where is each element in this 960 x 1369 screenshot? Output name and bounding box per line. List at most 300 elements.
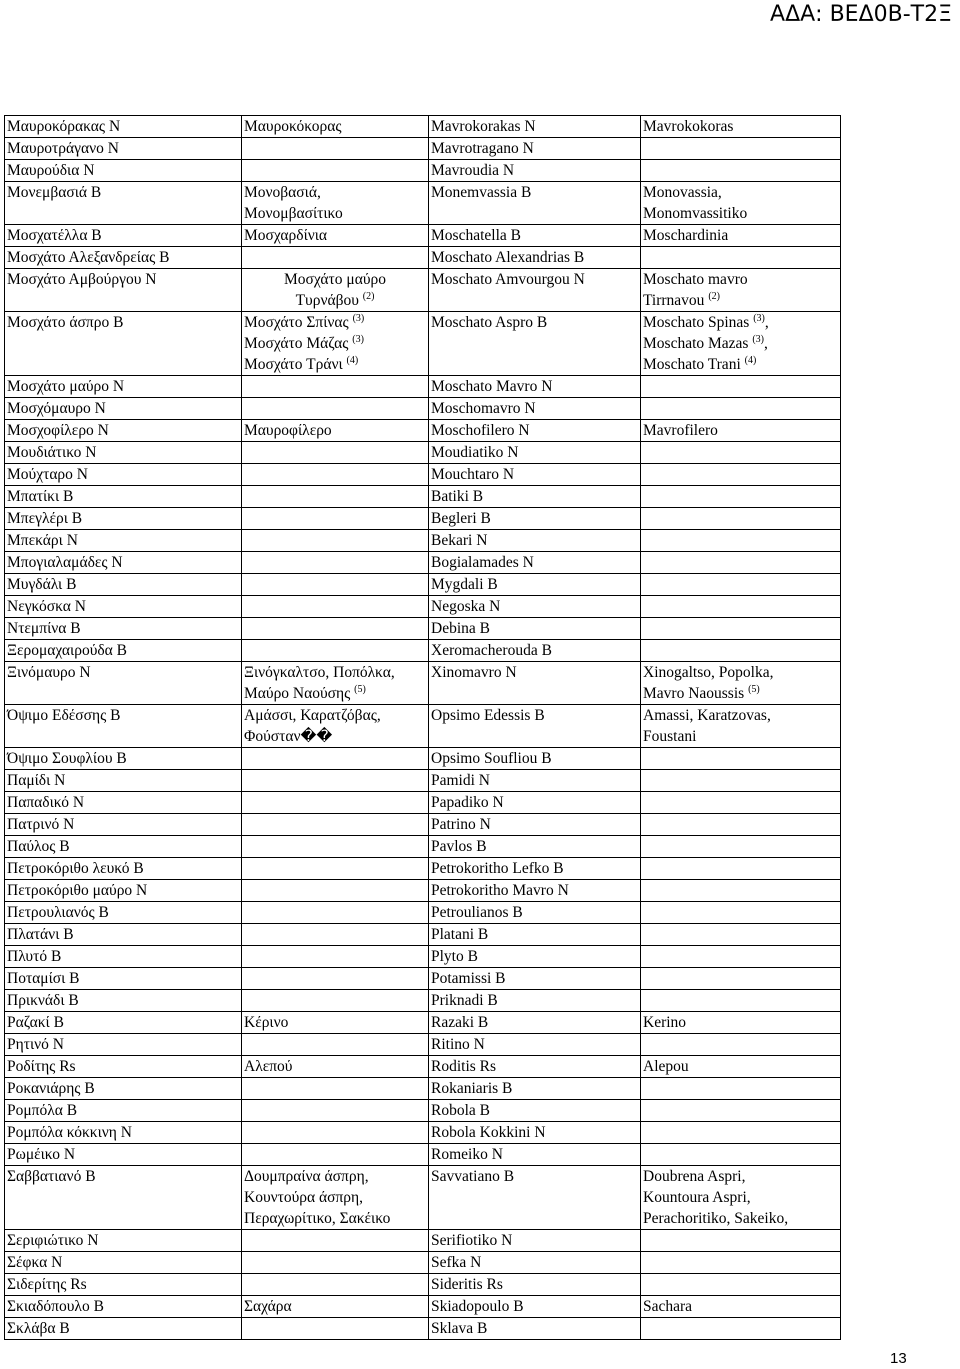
greek-synonyms-cell: [242, 442, 429, 464]
cell-text: Κουντούρα άσπρη,: [244, 1189, 364, 1206]
greek-name-cell: [5, 596, 242, 618]
cell-text: Plyto B: [431, 948, 478, 965]
cell-text: Κέρινο: [244, 1014, 289, 1031]
latin-name-cell: [429, 1230, 641, 1252]
cell-text: Παύλος Β: [7, 838, 70, 855]
table-row: [5, 1144, 841, 1166]
cell-text: Bogialamades N: [431, 554, 534, 571]
cell-text: Ρητινό Ν: [7, 1036, 64, 1053]
greek-synonyms-cell: [242, 398, 429, 420]
cell-text: Ritino N: [431, 1036, 485, 1053]
cell-text: Μοσχάτο Αμβούργου Ν: [7, 271, 157, 288]
footnote-marker: (3): [753, 312, 765, 324]
greek-name-cell: [5, 705, 242, 748]
greek-synonyms-cell: [242, 1252, 429, 1274]
cell-text: Opsimo Soufliou B: [431, 750, 552, 767]
cell-text: Όψιμο Σουφλίου Β: [7, 750, 127, 767]
greek-name-cell: [5, 858, 242, 880]
table-row: [5, 1012, 841, 1034]
latin-synonyms-cell: [641, 182, 841, 225]
greek-synonyms-cell: [242, 1296, 429, 1318]
greek-synonyms-cell: [242, 1318, 429, 1340]
grape-variety-table: [4, 115, 841, 1340]
greek-name-cell: [5, 640, 242, 662]
footnote-marker: (4): [346, 354, 359, 366]
latin-name-cell: [429, 924, 641, 946]
greek-synonyms-cell: [242, 269, 429, 312]
latin-synonyms-cell: [641, 1078, 841, 1100]
cell-text: Savvatiano B: [431, 1168, 515, 1185]
table-row: [5, 552, 841, 574]
greek-synonyms-cell: [242, 1144, 429, 1166]
latin-synonyms-cell: [641, 990, 841, 1012]
greek-name-cell: [5, 116, 242, 138]
greek-synonyms-cell: [242, 770, 429, 792]
latin-synonyms-cell: [641, 858, 841, 880]
cell-text: Mavro Naoussis $^{(5)}$: [643, 683, 760, 702]
greek-synonyms-cell: [242, 1122, 429, 1144]
footnote-marker: (2): [362, 290, 375, 302]
latin-synonyms-cell: [641, 705, 841, 748]
cell-text: Batiki B: [431, 488, 484, 505]
latin-synonyms-cell: [641, 946, 841, 968]
greek-name-cell: [5, 574, 242, 596]
cell-text: Πετρουλιανός Β: [7, 904, 109, 921]
latin-name-cell: [429, 1100, 641, 1122]
cell-text: Σεριφιώτικο Ν: [7, 1232, 99, 1249]
latin-synonyms-cell: [641, 662, 841, 705]
cell-text: Πλυτό Β: [7, 948, 62, 965]
latin-name-cell: [429, 990, 641, 1012]
cell-text: Mavroudia N: [431, 162, 515, 179]
greek-synonyms-cell: [242, 486, 429, 508]
cell-text: Tirrnavou $^{(2)}$: [643, 290, 720, 309]
cell-text: Μυγδάλι Β: [7, 576, 77, 593]
cell-text: Moudiatiko N: [431, 444, 519, 461]
cell-text: Petrokoritho Mavro N: [431, 882, 569, 899]
latin-name-cell: [429, 1078, 641, 1100]
page-number: 13: [890, 1350, 907, 1367]
cell-text: Μοσχάτο μαύρο Ν: [7, 378, 125, 395]
latin-name-cell: [429, 1318, 641, 1340]
cell-text: Μονεμβασιά Β: [7, 184, 102, 201]
table-row: [5, 1034, 841, 1056]
table-row: [5, 662, 841, 705]
latin-synonyms-cell: [641, 508, 841, 530]
cell-text: Ντεμπίνα Β: [7, 620, 81, 637]
greek-name-cell: [5, 1034, 242, 1056]
cell-text: Amassi, Karatzovas,: [643, 707, 771, 724]
greek-synonyms-cell: [242, 705, 429, 748]
latin-name-cell: [429, 138, 641, 160]
table-row: [5, 1122, 841, 1144]
cell-text: Δουμπραίνα άσπρη,: [244, 1168, 369, 1185]
latin-synonyms-cell: [641, 552, 841, 574]
cell-text: Σαββατιανό Β: [7, 1168, 96, 1185]
greek-name-cell: [5, 182, 242, 225]
table-row: [5, 705, 841, 748]
greek-synonyms-cell: [242, 1056, 429, 1078]
cell-text: Σιδερίτης Rs: [7, 1276, 87, 1293]
table-row: [5, 770, 841, 792]
table-row: [5, 182, 841, 225]
footnote-marker: (3): [752, 333, 765, 345]
table-row: [5, 902, 841, 924]
cell-text: Μοσχοφίλερο Ν: [7, 422, 109, 439]
table-row: [5, 1252, 841, 1274]
table-row: [5, 247, 841, 269]
cell-text: Περαχωρίτικο, Σακέικο: [244, 1210, 391, 1227]
greek-synonyms-cell: [242, 1012, 429, 1034]
cell-text: Μοσχάτο Μάζας $^{(3)}$: [244, 333, 364, 352]
cell-text: Robola B: [431, 1102, 490, 1119]
cell-text: Foustani: [643, 728, 697, 745]
cell-text: Ποταμίσι Β: [7, 970, 80, 987]
greek-synonyms-cell: [242, 836, 429, 858]
table-row: [5, 530, 841, 552]
cell-text: Kerino: [643, 1014, 687, 1031]
latin-name-cell: [429, 836, 641, 858]
greek-synonyms-cell: [242, 924, 429, 946]
table-row: [5, 138, 841, 160]
greek-synonyms-cell: [242, 640, 429, 662]
greek-name-cell: [5, 618, 242, 640]
latin-name-cell: [429, 968, 641, 990]
greek-synonyms-cell: [242, 880, 429, 902]
latin-name-cell: [429, 596, 641, 618]
cell-text: Opsimo Edessis B: [431, 707, 545, 724]
footnote-marker: (2): [708, 290, 720, 302]
greek-name-cell: [5, 552, 242, 574]
cell-text: Σκλάβα Β: [7, 1320, 70, 1337]
latin-synonyms-cell: [641, 1252, 841, 1274]
cell-text: Ροδίτης Rs: [7, 1058, 76, 1075]
table-row: [5, 398, 841, 420]
ada-code: ΑΔΑ: ΒΕΔ0Β-Τ2Ξ: [770, 2, 952, 27]
greek-name-cell: [5, 530, 242, 552]
greek-synonyms-cell: [242, 1034, 429, 1056]
table-row: [5, 814, 841, 836]
cell-text: Πλατάνι Β: [7, 926, 74, 943]
greek-name-cell: [5, 138, 242, 160]
greek-name-cell: [5, 1318, 242, 1340]
table-row: [5, 596, 841, 618]
cell-text: Μονομβασίτικο: [244, 205, 343, 222]
cell-text: Papadiko N: [431, 794, 504, 811]
latin-synonyms-cell: [641, 836, 841, 858]
table-row: [5, 990, 841, 1012]
greek-synonyms-cell: [242, 990, 429, 1012]
cell-text: Begleri B: [431, 510, 491, 527]
greek-name-cell: [5, 508, 242, 530]
cell-text: Xinomavro N: [431, 664, 517, 681]
latin-synonyms-cell: [641, 398, 841, 420]
footnote-marker: (5): [748, 683, 760, 695]
latin-name-cell: [429, 552, 641, 574]
cell-text: Monemvassia B: [431, 184, 532, 201]
cell-text: Moschato Trani $^{(4)}$: [643, 354, 757, 373]
greek-name-cell: [5, 662, 242, 705]
cell-text: Moschomavro N: [431, 400, 536, 417]
table-body: [5, 116, 841, 1340]
cell-text: Μαυροτράγανο Ν: [7, 140, 119, 157]
cell-text: Mavrokorakas N: [431, 118, 536, 135]
cell-text: Πετροκόριθο λευκό Β: [7, 860, 144, 877]
cell-text: Τυρνάβου $^{(2)}$: [295, 290, 375, 309]
latin-synonyms-cell: [641, 792, 841, 814]
cell-text: Ξινόγκαλτσο, Ποπόλκα,: [244, 664, 395, 681]
cell-text: Ραζακί Β: [7, 1014, 64, 1031]
latin-synonyms-cell: [641, 486, 841, 508]
latin-name-cell: [429, 1034, 641, 1056]
latin-name-cell: [429, 880, 641, 902]
cell-text: Platani B: [431, 926, 489, 943]
table-row: [5, 486, 841, 508]
cell-text: Μοσχάτο μαύρο: [284, 271, 386, 288]
latin-name-cell: [429, 1122, 641, 1144]
latin-name-cell: [429, 508, 641, 530]
cell-text: Moschofilero N: [431, 422, 530, 439]
greek-synonyms-cell: [242, 1166, 429, 1230]
latin-synonyms-cell: [641, 312, 841, 376]
latin-name-cell: [429, 770, 641, 792]
latin-synonyms-cell: [641, 1318, 841, 1340]
latin-synonyms-cell: [641, 116, 841, 138]
greek-name-cell: [5, 770, 242, 792]
greek-name-cell: [5, 486, 242, 508]
greek-name-cell: [5, 1166, 242, 1230]
table-row: [5, 836, 841, 858]
greek-name-cell: [5, 1122, 242, 1144]
cell-text: Moschardinia: [643, 227, 729, 244]
latin-synonyms-cell: [641, 1144, 841, 1166]
cell-text: Μοσχατέλλα Β: [7, 227, 102, 244]
greek-synonyms-cell: [242, 464, 429, 486]
cell-text: Xeromacherouda B: [431, 642, 552, 659]
latin-name-cell: [429, 1166, 641, 1230]
greek-synonyms-cell: [242, 618, 429, 640]
cell-text: Μαυροκόκορας: [244, 118, 342, 135]
greek-name-cell: [5, 814, 242, 836]
latin-synonyms-cell: [641, 160, 841, 182]
latin-name-cell: [429, 312, 641, 376]
cell-text: Ρομπόλα κόκκινη Ν: [7, 1124, 132, 1141]
greek-synonyms-cell: [242, 1100, 429, 1122]
table-row: [5, 312, 841, 376]
latin-name-cell: [429, 858, 641, 880]
latin-synonyms-cell: [641, 1274, 841, 1296]
greek-synonyms-cell: [242, 814, 429, 836]
greek-name-cell: [5, 1078, 242, 1100]
cell-text: Παπαδικό Ν: [7, 794, 85, 811]
cell-text: Mygdali B: [431, 576, 498, 593]
greek-name-cell: [5, 247, 242, 269]
latin-name-cell: [429, 1144, 641, 1166]
cell-text: Μαυροφίλερο: [244, 422, 332, 439]
greek-name-cell: [5, 376, 242, 398]
latin-name-cell: [429, 464, 641, 486]
table-row: [5, 1166, 841, 1230]
table-row: [5, 858, 841, 880]
cell-text: Αλεπού: [244, 1058, 293, 1075]
latin-synonyms-cell: [641, 640, 841, 662]
latin-name-cell: [429, 946, 641, 968]
greek-synonyms-cell: [242, 748, 429, 770]
cell-text: Petroulianos B: [431, 904, 523, 921]
cell-text: Moschato Mavro N: [431, 378, 553, 395]
table-row: [5, 1274, 841, 1296]
latin-name-cell: [429, 902, 641, 924]
table-row: [5, 420, 841, 442]
cell-text: Ξερομαχαιρούδα Β: [7, 642, 128, 659]
greek-synonyms-cell: [242, 1274, 429, 1296]
latin-name-cell: [429, 247, 641, 269]
greek-name-cell: [5, 792, 242, 814]
greek-name-cell: [5, 836, 242, 858]
greek-name-cell: [5, 1056, 242, 1078]
latin-name-cell: [429, 748, 641, 770]
latin-synonyms-cell: [641, 138, 841, 160]
cell-text: Moschato Spinas $^{(3)}$,: [643, 312, 769, 331]
latin-name-cell: [429, 1296, 641, 1318]
greek-name-cell: [5, 1296, 242, 1318]
cell-text: Ρωμέικο Ν: [7, 1146, 76, 1163]
cell-text: Μπογιαλαμάδες Ν: [7, 554, 123, 571]
cell-text: Mouchtaro N: [431, 466, 515, 483]
table-row: [5, 1100, 841, 1122]
cell-text: Moschato Amvourgou N: [431, 271, 585, 288]
greek-synonyms-cell: [242, 182, 429, 225]
table-row: [5, 1296, 841, 1318]
latin-name-cell: [429, 160, 641, 182]
greek-name-cell: [5, 968, 242, 990]
cell-text: Μούχταρο Ν: [7, 466, 88, 483]
greek-name-cell: [5, 748, 242, 770]
cell-text: Σέφκα Ν: [7, 1254, 63, 1271]
cell-text: Kountoura Aspri,: [643, 1189, 751, 1206]
greek-name-cell: [5, 902, 242, 924]
cell-text: Φούσταν��: [244, 728, 333, 745]
greek-synonyms-cell: [242, 1078, 429, 1100]
latin-synonyms-cell: [641, 902, 841, 924]
latin-name-cell: [429, 1252, 641, 1274]
latin-name-cell: [429, 618, 641, 640]
latin-name-cell: [429, 420, 641, 442]
cell-text: Μοσχαρδίνια: [244, 227, 328, 244]
latin-synonyms-cell: [641, 924, 841, 946]
cell-text: Pamidi N: [431, 772, 490, 789]
greek-name-cell: [5, 398, 242, 420]
cell-text: Sideritis Rs: [431, 1276, 503, 1293]
cell-text: Perachoritiko, Sakeiko,: [643, 1210, 789, 1227]
greek-synonyms-cell: [242, 902, 429, 924]
latin-synonyms-cell: [641, 1056, 841, 1078]
cell-text: Moschato Mazas $^{(3)}$,: [643, 333, 768, 352]
cell-text: Μπεκάρι Ν: [7, 532, 78, 549]
cell-text: Νεγκόσκα Ν: [7, 598, 86, 615]
cell-text: Μοσχάτο Σπίνας $^{(3)}$: [244, 312, 365, 331]
cell-text: Roditis Rs: [431, 1058, 497, 1075]
table-row: [5, 880, 841, 902]
greek-synonyms-cell: [242, 1230, 429, 1252]
greek-synonyms-cell: [242, 225, 429, 247]
greek-synonyms-cell: [242, 596, 429, 618]
cell-text: Παμίδι Ν: [7, 772, 66, 789]
cell-text: Skiadopoulo B: [431, 1298, 524, 1315]
latin-name-cell: [429, 574, 641, 596]
greek-name-cell: [5, 420, 242, 442]
cell-text: Mavrokokoras: [643, 118, 734, 135]
greek-synonyms-cell: [242, 530, 429, 552]
cell-text: Mavrotragano N: [431, 140, 534, 157]
cell-text: Sklava B: [431, 1320, 488, 1337]
cell-text: Όψιμο Εδέσσης Β: [7, 707, 121, 724]
cell-text: Patrino N: [431, 816, 491, 833]
table-row: [5, 116, 841, 138]
table-row: [5, 1078, 841, 1100]
table-row: [5, 640, 841, 662]
latin-name-cell: [429, 376, 641, 398]
table-row: [5, 442, 841, 464]
cell-text: Μπεγλέρι Β: [7, 510, 83, 527]
cell-text: Bekari N: [431, 532, 488, 549]
greek-synonyms-cell: [242, 376, 429, 398]
greek-synonyms-cell: [242, 552, 429, 574]
cell-text: Μαυρούδια Ν: [7, 162, 95, 179]
greek-name-cell: [5, 880, 242, 902]
cell-text: Μονοβασιά,: [244, 184, 321, 201]
latin-synonyms-cell: [641, 596, 841, 618]
cell-text: Πατρινό Ν: [7, 816, 75, 833]
latin-synonyms-cell: [641, 1122, 841, 1144]
greek-name-cell: [5, 1252, 242, 1274]
table-row: [5, 1056, 841, 1078]
cell-text: Μουδιάτικο Ν: [7, 444, 97, 461]
latin-synonyms-cell: [641, 1034, 841, 1056]
latin-synonyms-cell: [641, 442, 841, 464]
latin-synonyms-cell: [641, 1166, 841, 1230]
table-row: [5, 748, 841, 770]
latin-name-cell: [429, 398, 641, 420]
cell-text: Monovassia,: [643, 184, 722, 201]
cell-text: Moschatella B: [431, 227, 521, 244]
greek-synonyms-cell: [242, 312, 429, 376]
latin-synonyms-cell: [641, 420, 841, 442]
table-row: [5, 924, 841, 946]
latin-synonyms-cell: [641, 225, 841, 247]
cell-text: Ροκανιάρης Β: [7, 1080, 95, 1097]
latin-name-cell: [429, 662, 641, 705]
cell-text: Mavrofilero: [643, 422, 718, 439]
cell-text: Μοσχάτο άσπρο Β: [7, 314, 124, 331]
latin-name-cell: [429, 1056, 641, 1078]
cell-text: Petrokoritho Lefko B: [431, 860, 564, 877]
cell-text: Debina B: [431, 620, 490, 637]
latin-name-cell: [429, 530, 641, 552]
latin-synonyms-cell: [641, 574, 841, 596]
latin-synonyms-cell: [641, 770, 841, 792]
latin-synonyms-cell: [641, 618, 841, 640]
table-row: [5, 464, 841, 486]
cell-text: Μαυροκόρακας Ν: [7, 118, 121, 135]
table-row: [5, 618, 841, 640]
latin-name-cell: [429, 792, 641, 814]
cell-text: Potamissi B: [431, 970, 506, 987]
greek-synonyms-cell: [242, 508, 429, 530]
latin-name-cell: [429, 1012, 641, 1034]
cell-text: Μαύρο Ναούσης $^{(5)}$: [244, 683, 366, 702]
latin-synonyms-cell: [641, 1296, 841, 1318]
